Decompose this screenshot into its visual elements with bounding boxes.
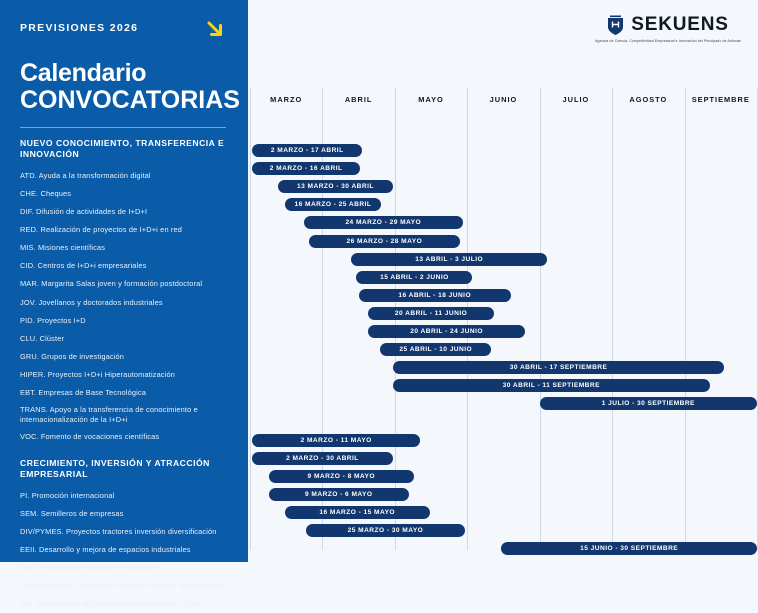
gantt-bar: 2 MARZO - 11 MAYO	[252, 434, 420, 447]
month-label: MAYO	[418, 94, 444, 104]
list-item: JOV. Jovellanos y doctorados industriales	[20, 297, 163, 307]
list-item: CLU. Clúster	[20, 333, 65, 343]
page-title-line2: CONVOCATORIAS	[20, 85, 240, 114]
list-item: EBT. Empresas de Base Tecnológica	[20, 388, 147, 398]
title-divider	[20, 127, 226, 128]
brand-name: SEKUENS	[631, 14, 729, 35]
month-label: JULIO	[562, 94, 590, 104]
list-item: AFI. Financiación de proyectos empresariales PYMES	[20, 599, 206, 609]
gantt-bar: 20 ABRIL - 11 JUNIO	[368, 307, 494, 320]
list-item: SEM. Semilleros de empresas	[20, 509, 124, 519]
gantt-bar: 2 MARZO - 17 ABRIL	[252, 144, 362, 157]
gantt-bar: 13 ABRIL - 3 JULIO	[351, 253, 547, 266]
gantt-bar: 1 JULIO - 30 SEPTIEMBRE	[540, 397, 757, 410]
month-label: SEPTIEMBRE	[691, 94, 750, 104]
section-heading-1: NUEVO CONOCIMIENTO, TRANSFERENCIA E INNOVACIÓN	[20, 138, 225, 160]
gantt-bar: 2 MARZO - 16 ABRIL	[252, 162, 360, 175]
list-item: DIV/PYMES. Proyectos tractores inversión diversificación	[20, 527, 217, 537]
month-label: ABRIL	[344, 94, 373, 104]
gantt-bar: 20 ABRIL - 24 JUNIO	[368, 325, 525, 338]
kicker-label: PREVISIONES 2026	[20, 22, 139, 34]
month-label: AGOSTO	[629, 94, 668, 104]
list-item: PIE. Proyectos de inversión empresarial	[20, 563, 158, 573]
section-heading-2: CRECIMIENTO, INVERSIÓN Y ATRACCIÓN EMPRESARIAL	[20, 458, 210, 480]
gantt-bar: 9 MARZO - 6 MAYO	[269, 488, 409, 501]
list-item: ATD. Ayuda a la transformación digital	[20, 170, 151, 180]
list-item: CHE. Cheques	[20, 189, 72, 199]
list-item: CID. Centros de I+D+i empresariales	[20, 261, 147, 271]
page-title	[20, 59, 240, 114]
sidebar-panel	[0, 0, 248, 609]
list-item: HIPER. Proyectos I+D+i Hiperautomatización	[20, 369, 175, 379]
list-item: MIS. Misiones científicas	[20, 243, 106, 253]
timeline-panel	[248, 0, 757, 562]
gantt-bar: 13 MARZO - 30 ABRIL	[278, 180, 392, 193]
gantt-bar: 15 JUNIO - 30 SEPTIEMBRE	[501, 542, 757, 555]
list-item: TRANS. Apoyo a la transferencia de conocimiento e internacionalización de la I+D+i	[20, 405, 198, 424]
gantt-bar: 16 MARZO - 25 ABRIL	[285, 198, 381, 211]
gantt-bar: 16 MARZO - 15 MAYO	[285, 506, 430, 519]
gantt-bar: 15 ABRIL - 2 JUNIO	[356, 271, 472, 284]
month-label: JUNIO	[489, 94, 518, 104]
list-item: EEII. Desarrollo y mejora de espacios industriales	[20, 545, 191, 555]
gantt-bar: 25 MARZO - 30 MAYO	[306, 524, 465, 537]
brand-logo	[593, 14, 743, 44]
gantt-bar: 30 ABRIL - 11 SEPTIEMBRE	[393, 379, 710, 392]
arrow-down-right-icon	[204, 18, 226, 40]
gantt-bar: 9 MARZO - 8 MAYO	[269, 470, 414, 483]
list-item: PID. Proyectos I+D	[20, 315, 86, 325]
list-item: GRU. Grupos de investigación	[20, 351, 125, 361]
list-item: DIF. Difusión de actividades de I+D+I	[20, 207, 148, 217]
list-item: PI. Promoción internacional	[20, 490, 115, 500]
gantt-bar: 26 MARZO - 28 MAYO	[309, 235, 460, 248]
list-item: RED. Realización de proyectos de I+D+i en red	[20, 225, 183, 235]
page-title-line1: Calendario	[20, 59, 147, 87]
asturias-shield-icon	[607, 15, 624, 36]
list-item: DIV/GRANDES. Proyectos tractores inversión diversificación	[20, 581, 228, 591]
list-item: VOC. Fomento de vocaciones científicas	[20, 432, 160, 442]
gantt-bar: 30 ABRIL - 17 SEPTIEMBRE	[393, 361, 725, 374]
gantt-bars-layer	[250, 110, 757, 553]
brand-subtitle: Agencia de Ciencia, Competitividad Empresarial e Innovación del Principado de Asturias	[595, 39, 741, 43]
gantt-bar: 2 MARZO - 30 ABRIL	[252, 452, 393, 465]
gantt-bar: 25 ABRIL - 10 JUNIO	[380, 343, 491, 356]
gantt-bar: 24 MARZO - 29 MAYO	[304, 216, 463, 229]
gantt-bar: 16 ABRIL - 18 JUNIO	[359, 289, 511, 302]
month-label: MARZO	[270, 94, 303, 104]
list-item: MAR. Margarita Salas joven y formación postdoctoral	[20, 279, 203, 289]
